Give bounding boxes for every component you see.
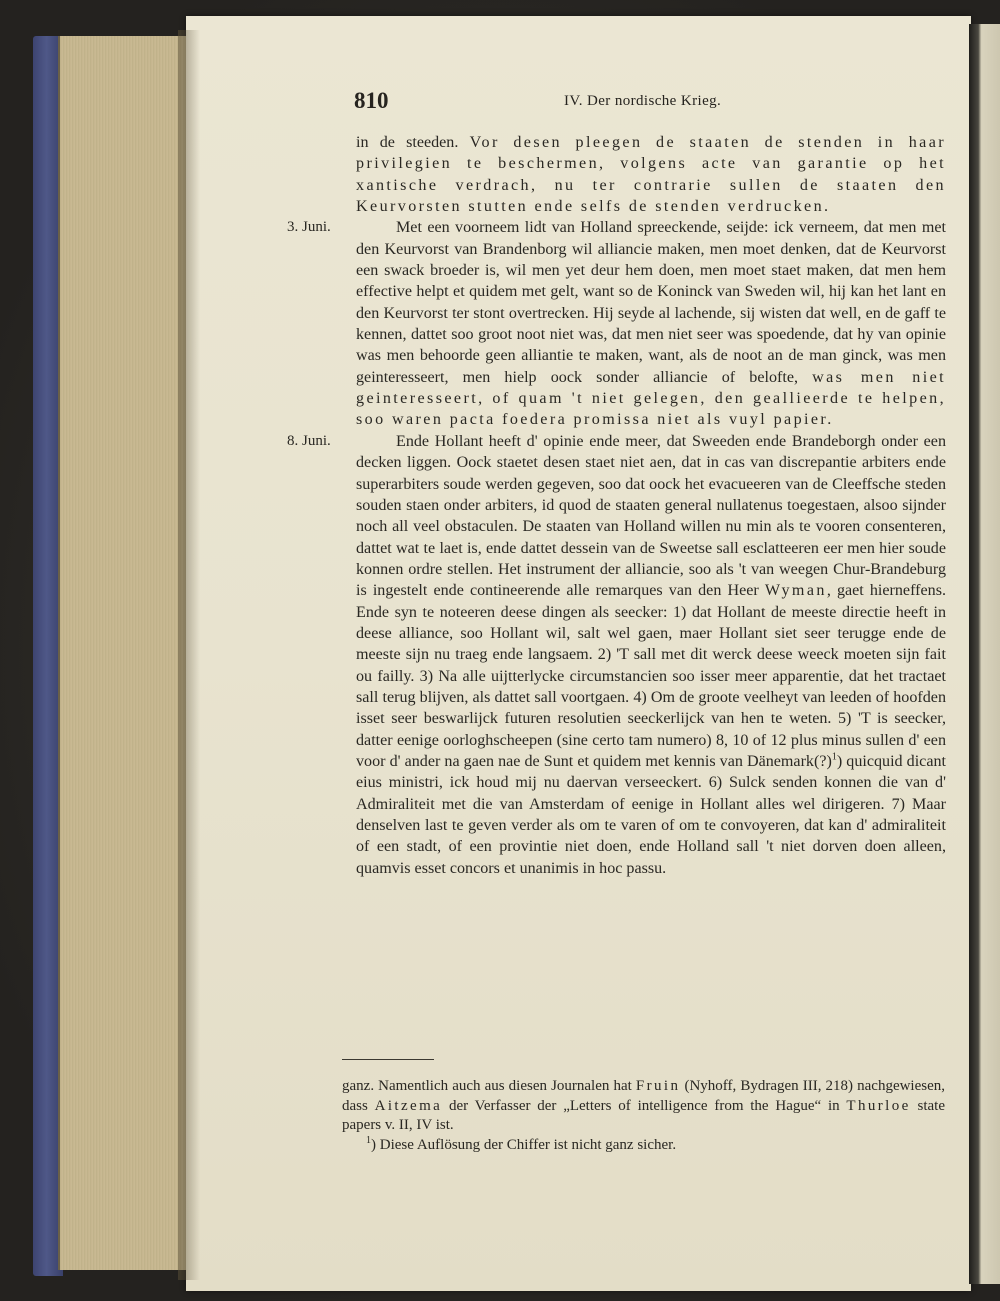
entry-3-juni	[287, 217, 947, 430]
footnote-rule	[342, 1059, 434, 1060]
footnote-text-c: der Verfasser der „Letters of intelligence from the Hague“ in	[442, 1097, 847, 1114]
opening-paragraph	[356, 132, 946, 217]
page-number: 810	[354, 88, 389, 113]
footnotes	[342, 1077, 945, 1155]
footnote-1	[342, 1136, 945, 1156]
footnote-text-b: (Nyhoff, Bydragen III, 218) nachgewiesen, dass	[342, 1078, 946, 1114]
footnote-text-d: state papers v. II, IV ist.	[342, 1097, 945, 1134]
gutter-shadow	[178, 30, 200, 1280]
margin-date-8-juni: 8. Juni.	[287, 432, 331, 449]
opening-plain: in de steeden.	[356, 134, 470, 151]
footnote-continuation	[342, 1077, 945, 1136]
main-text	[287, 132, 947, 879]
entry-3-juni-spaced: was men niet geinteresseert, of quam 't niet gelegen, den geallieerde te helpen, soo waren pacta foedera promissa niet als vuyl papier.	[356, 368, 947, 429]
adjacent-page-edge	[969, 24, 1000, 1284]
page-block-edges	[58, 36, 188, 1270]
entry-8-juni-text-a: Ende Hollant heeft d' opinie ende meer, dat Sweeden ende Brandeborgh onder een decken liggen. Oock staetet desen staet niet aen, dat in cas van discrepantie arbiters ende superarbiters soude werden gegeven, soo dat oock het evacueeren van de Cleeffsche steden souden staen onder arbiters, id quod de staaten general nullatenus toegestaen, alsoo sijnder noch all veel obstaculen. De staaten van Holland willen nu min als te vooren consenteren, dattet wat te laet is, ende dattet dessein van de Sweetse sall esclatteeren eer men hier soude konnen ordre stellen. Het instrument der alliancie, soo als 't van weegen Chur-Brandeburg is ingestelt ende contineerende alle remarques van den Heer	[356, 432, 946, 600]
name-wyman: Wyman	[764, 582, 827, 600]
page-header	[354, 88, 944, 118]
margin-date-3-juni: 3. Juni.	[287, 219, 331, 236]
name-thurloe: Thurloe	[846, 1097, 911, 1114]
entry-8-juni-text-c: ) quicquid dicant eius ministri, ick houd mij nu daervan verseeckert. 6) Sulck senden konnen die van d' Admiraliteit met die van Amsterdam of eenige in Hollant alles wel dirigeren. 7) Maar denselven last te geven verder als om te varen of om te convoyeren, dat kan d' admiraliteit of een stadt, of een provintie niet doen, ende Holland sall 't niet dorven doen alleen, quamvis esset concors et unanimis in hoc passu.	[356, 752, 946, 877]
name-aitzema: Aitzema	[374, 1097, 443, 1114]
footnote-1-text: ) Diese Auflösung der Chiffer ist nicht ganz sicher.	[371, 1136, 677, 1153]
footnote-marker: 1	[831, 751, 837, 763]
entry-8-juni	[287, 431, 946, 879]
footnote-text-a: ganz. Namentlich auch aus diesen Journalen hat	[342, 1078, 636, 1094]
entry-8-juni-text-b: , gaet hierneffens. Ende syn te noteeren deese dingen als seecker: 1) dat Hollant de meeste directie heeft in deese alliance, soo Hollant wil, salt wel gaen, maer Hollant siet seer terugge ende de meeste sijn nu traeg ende langsaem. 2) 'T sall met dit werck deese weeck moeten sijn fait ou failly. 3) Na alle uijtterlycke circumstancien soo isser meer apparentie, dat het tractaet sall terug blijven, als dattet sall voortgaen. 4) Om de groote veelheyt van leeden of hoofden isset seer beswarlijck futuren resolutien seeckerlijck van hen te weten. 5) 'T is seecker, datter eenige oorloghscheepen (sine certo tam numero) 8, 10 of 12 plus minus sullen d' een voor d' ander na gaen nae de Sunt et quidem met kennis van Dänemark(?)	[356, 582, 946, 770]
entry-3-juni-text: Met een voorneem lidt van Holland spreeckende, seijde: ick verneem, dat men met den Keurvorst van Brandenborg wil alliancie maken, men moet denken, dat de Keurvorst een swack broeder is, wil men yet deur hem doen, men moet staet maken, dat men hem effective helpt et quidem met gelt, want so de Koninck van Sweden wil, hij kan het lant en den Keurvorst ter stont overtrecken. Hij seyde al lachende, sij wisten dat well, en de gaff te kennen, dattet soo groot noot niet was, dat men niet seer was spoedende, dat hy van opinie was men behoorde geen alliantie te maken, want, als de noot an de man ginck, was men geinteresseert, men hielp oock sonder alliancie of belofte,	[356, 219, 946, 386]
name-fruin: Fruin	[635, 1078, 681, 1094]
opening-spaced-quote: Vor desen pleegen de staaten de stenden in haar privilegien te beschermen, volgens acte van garantie op het xantische verdrach, nu ter contrarie sullen de staaten den Keurvorsten stutten ende selfs de stenden verdrucken.	[356, 134, 947, 216]
footnote-1-marker: 1	[366, 1134, 371, 1146]
running-head: IV. Der nordische Krieg.	[564, 93, 722, 109]
